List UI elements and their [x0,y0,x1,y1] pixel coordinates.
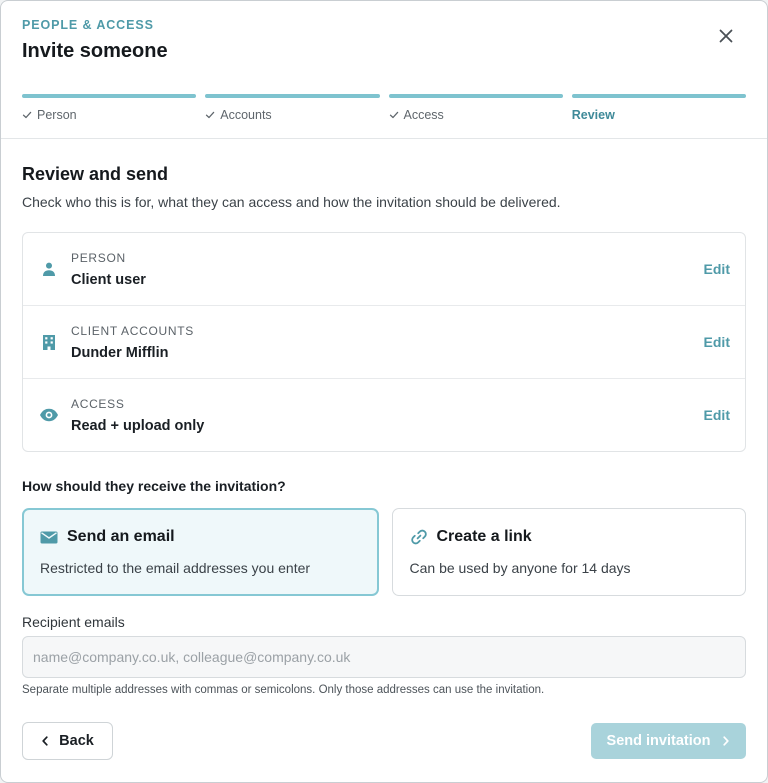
stepper [22,94,746,122]
option-title: Create a link [436,528,532,545]
step-person[interactable] [22,94,196,122]
option-description: Restricted to the email addresses you enter [40,560,311,576]
option-send-email[interactable] [22,508,379,596]
recipient-emails-label: Recipient emails [22,614,125,630]
summary-row-value: Client user [71,272,146,288]
close-button[interactable] [714,24,738,48]
step-label: Review [571,107,615,122]
summary-row-person [23,233,745,306]
summary-row-value: Read + upload only [71,418,205,434]
step-label: Accounts [220,107,272,122]
envelope-icon [40,531,58,544]
summary-row-label: PERSON [71,251,126,265]
step-label: Person [37,107,77,122]
step-progress-bar [389,94,563,98]
edit-accounts-button[interactable]: Edit [703,334,730,350]
summary-row-access [23,379,745,452]
summary-row-value: Dunder Mifflin [71,345,169,361]
building-icon [42,334,56,351]
dialog-header [22,18,746,63]
edit-person-button[interactable]: Edit [703,261,730,277]
check-icon [205,110,215,120]
dialog-eyebrow: PEOPLE & ACCESS [22,18,154,32]
recipient-emails-input[interactable] [22,636,746,678]
section-title: Review and send [22,164,169,184]
option-description: Can be used by anyone for 14 days [409,560,631,576]
person-icon [41,261,57,277]
delivery-options [22,508,746,596]
option-create-link[interactable] [392,508,747,596]
eye-icon [39,408,59,422]
send-invitation-button[interactable] [591,723,746,759]
recipient-emails-hint: Separate multiple addresses with commas or semicolons. Only those addresses can use the invitation. [22,684,545,696]
dialog-title: Invite someone [22,40,168,62]
summary-row-label: CLIENT ACCOUNTS [71,324,194,338]
summary-row-label: ACCESS [71,397,125,411]
link-icon [410,528,428,546]
summary-row-accounts [23,306,745,379]
delivery-question: How should they receive the invitation? [22,478,286,494]
check-icon [389,110,399,120]
close-icon [719,29,733,43]
step-progress-bar [572,94,746,98]
step-progress-bar [22,94,196,98]
header-divider [1,138,767,139]
chevron-right-icon [722,736,730,746]
step-progress-bar [205,94,379,98]
back-button[interactable] [22,722,113,760]
check-icon [22,110,32,120]
option-title: Send an email [67,528,175,545]
step-label: Access [403,107,444,122]
send-button-label: Send invitation [606,733,711,749]
step-accounts[interactable] [205,94,379,122]
edit-access-button[interactable]: Edit [703,407,730,423]
back-button-label: Back [59,733,94,749]
review-summary [22,232,746,452]
step-access[interactable] [389,94,563,122]
section-description: Check who this is for, what they can access and how the invitation should be delivered. [22,194,561,210]
step-review [572,94,746,122]
chevron-left-icon [41,736,49,746]
